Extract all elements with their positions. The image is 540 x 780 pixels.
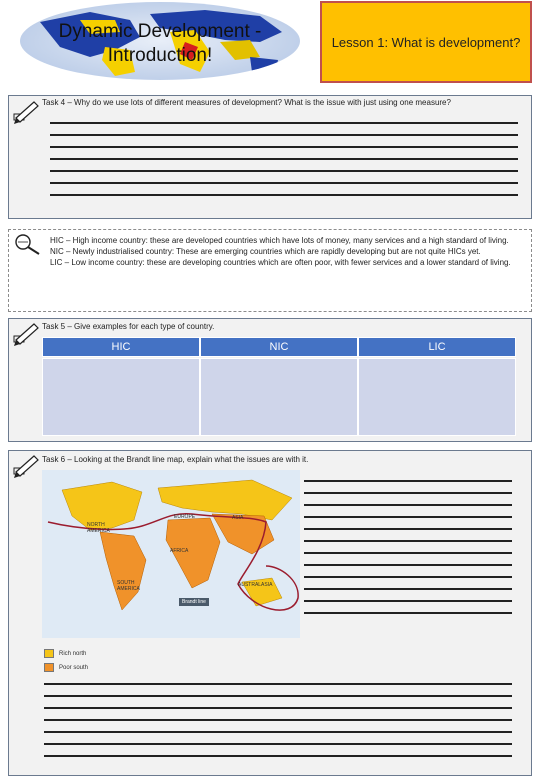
answer-line bbox=[50, 182, 518, 184]
page-title bbox=[20, 20, 300, 68]
task4-prompt: Task 4 – Why do we use lots of different measures of development? What is the issue with just using one measure? bbox=[42, 98, 451, 107]
answer-line bbox=[50, 146, 518, 148]
lic-examples-cell[interactable] bbox=[358, 358, 516, 436]
answer-line bbox=[50, 134, 518, 136]
task5-prompt: Task 5 – Give examples for each type of country. bbox=[42, 322, 215, 331]
lesson-title-box bbox=[320, 1, 532, 83]
page-title-line-1: Dynamic Development - bbox=[58, 21, 262, 42]
column-header-lic: LIC bbox=[358, 337, 516, 357]
pencil-icon bbox=[10, 452, 40, 478]
answer-line bbox=[50, 122, 518, 124]
task5-table-body bbox=[42, 358, 516, 436]
legend-swatch-poor bbox=[44, 663, 54, 672]
page-title-line-2: Introduction! bbox=[107, 45, 213, 66]
pencil-icon bbox=[10, 320, 40, 346]
nic-examples-cell[interactable] bbox=[200, 358, 358, 436]
hic-examples-cell[interactable] bbox=[42, 358, 200, 436]
column-header-hic: HIC bbox=[42, 337, 200, 357]
answer-line bbox=[50, 158, 518, 160]
task6-bottom-answer-lines[interactable] bbox=[44, 683, 512, 767]
task5-table-header bbox=[42, 337, 516, 357]
brandt-line-map bbox=[42, 470, 300, 638]
legend-label-rich: Rich north bbox=[59, 650, 87, 657]
map-label-south-america: SOUTH AMERICA bbox=[117, 580, 140, 592]
legend-swatch-rich bbox=[44, 649, 54, 658]
magnifier-icon bbox=[12, 232, 42, 256]
answer-line bbox=[50, 194, 518, 196]
map-label-north-america: NORTH AMERICA bbox=[87, 522, 110, 534]
brandt-line-label: Brandt line bbox=[179, 598, 209, 606]
task6-prompt: Task 6 – Looking at the Brandt line map, explain what the issues are with it. bbox=[42, 455, 309, 464]
legend-label-poor: Poor south bbox=[59, 664, 89, 671]
definition-lic: LIC – Low income country: these are developing countries which are often poor, with fewer services and a lower standard of living. bbox=[50, 258, 511, 267]
legend-rich-north bbox=[44, 649, 86, 658]
lesson-title: Lesson 1: What is development? bbox=[331, 34, 521, 50]
legend-poor-south bbox=[44, 663, 88, 672]
pencil-icon bbox=[10, 98, 40, 124]
map-label-asia: ASIA bbox=[232, 515, 244, 521]
task4-answer-lines[interactable] bbox=[50, 122, 518, 206]
definitions-text bbox=[50, 235, 520, 268]
definition-nic: NIC – Newly industrialised country: These are emerging countries which are rapidly developing but are not quite HICs yet. bbox=[50, 247, 481, 256]
map-label-europe: EUROPE bbox=[174, 514, 196, 520]
map-label-africa: AFRICA bbox=[170, 548, 189, 554]
definition-hic: HIC – High income country: these are developed countries which have lots of money, many services and a high standard of living. bbox=[50, 236, 509, 245]
column-header-nic: NIC bbox=[200, 337, 358, 357]
task6-side-answer-lines[interactable] bbox=[304, 480, 512, 624]
map-label-australasia: AUSTRALASIA bbox=[238, 582, 273, 588]
answer-line bbox=[50, 170, 518, 172]
